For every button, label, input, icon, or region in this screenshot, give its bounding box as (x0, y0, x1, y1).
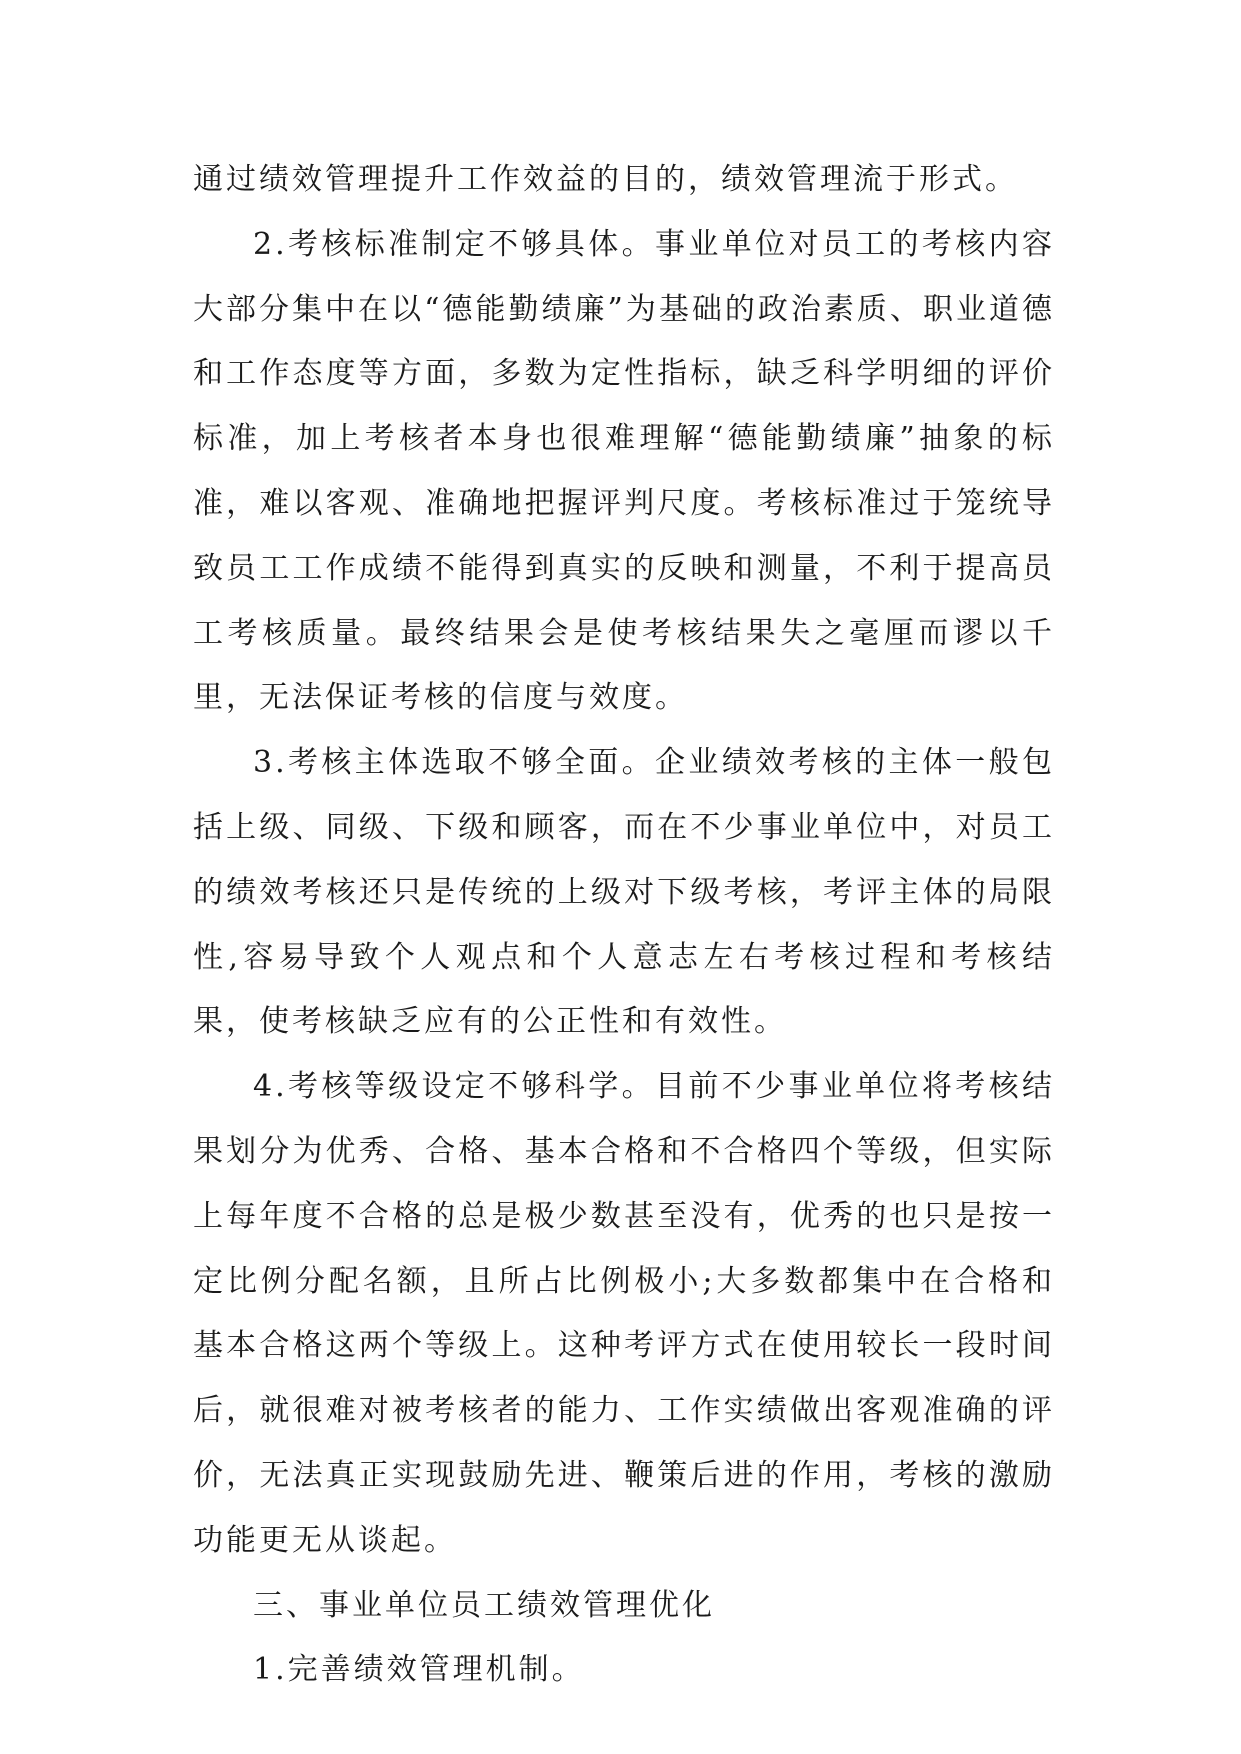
paragraph-assessment-subjects: 3.考核主体选取不够全面。企业绩效考核的主体一般包括上级、同级、下级和顾客，而在不少事业单位中，对员工的绩效考核还只是传统的上级对下级考核，考评主体的局限性,容易导致个人观点和个人意志左右考核过程和考核结果，使考核缺乏应有的公正性和有效性。 (193, 745, 1055, 1040)
paragraph-assessment-grades: 4.考核等级设定不够科学。目前不少事业单位将考核结果划分为优秀、合格、基本合格和不合格四个等级，但实际上每年度不合格的总是极少数甚至没有，优秀的也只是按一定比例分配名额，且所占比例极小;大多数都集中在合格和基本合格这两个等级上。这种考评方式在使用较长一段时间后，就很难对被考核者的能力、工作实绩做出客观准确的评价，无法真正实现鼓励先进、鞭策后进的作用，考核的激励功能更无从谈起。 (193, 1069, 1055, 1558)
paragraph-assessment-standards: 2.考核标准制定不够具体。事业单位对员工的考核内容大部分集中在以“德能勤绩廉”为基础的政治素质、职业道德和工作态度等方面，多数为定性指标，缺乏科学明细的评价标准，加上考核者本身也很难理解“德能勤绩廉”抽象的标准，难以客观、准确地把握评判尺度。考核标准过于笼统导致员工工作成绩不能得到真实的反映和测量，不利于提高员工考核质量。最终结果会是使考核结果失之毫厘而谬以千里，无法保证考核的信度与效度。 (193, 226, 1055, 716)
section-heading: 三、事业单位员工绩效管理优化 (253, 1587, 715, 1623)
paragraph-continuation: 通过绩效管理提升工作效益的目的，绩效管理流于形式。 (193, 162, 1018, 197)
subheading: 1.完善绩效管理机制。 (253, 1652, 585, 1688)
body-text (193, 148, 1055, 1703)
